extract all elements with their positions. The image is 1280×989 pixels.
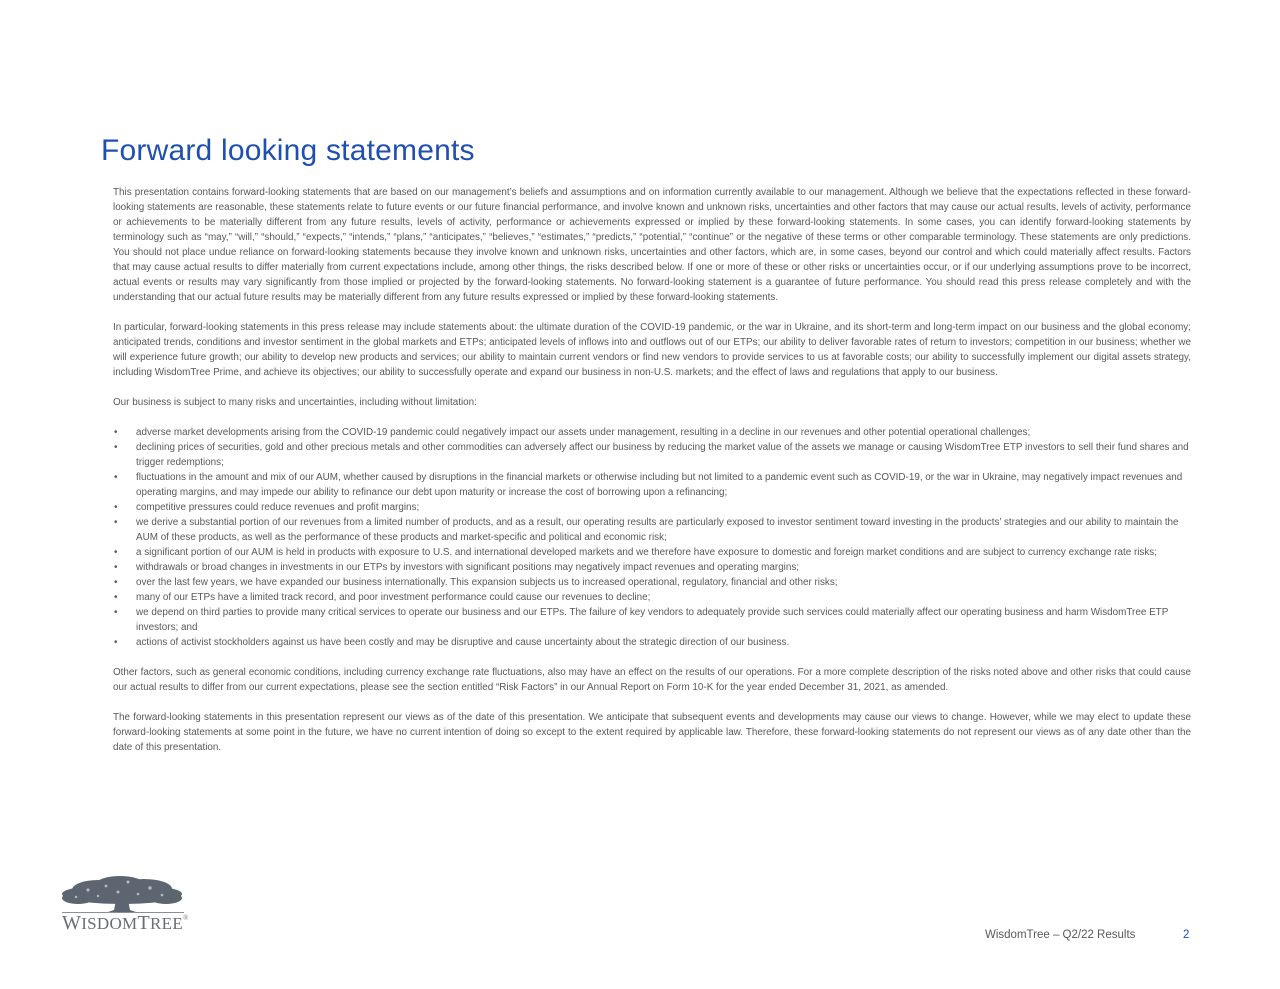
list-item: • declining prices of securities, gold and other precious metals and other commodities can adversely affect our business by reducing the market value of the assets we manage or causing WisdomTree ETP investors to sell their fund shares and trigger redemptions;: [114, 442, 1189, 468]
list-item: • a significant portion of our AUM is held in products with exposure to U.S. and international developed markets and we therefore have exposure to domestic and foreign market conditions and are subject to currency exchange rate risks;: [114, 547, 1157, 558]
bullet-icon: •: [114, 607, 118, 618]
intro-paragraph: This presentation contains forward-looking statements that are based on our management’s beliefs and assumptions and on information currently available to our management. Although we believe that the expectations reflected in these forward-looking statements are reasonable, these statements relate to future events or our future financial performance, and involve known and unknown risks, uncertainties and other factors that may cause our actual results, levels of activity, performance or achievements to be materially different from any future results, levels of activity, performance or achievements expressed or implied by these forward-looking statements. In some cases, you can identify forward-looking statements by terminology such as “may,” “will,” “should,” “expects,” “intends,” “plans,” “anticipates,” “believes,” “estimates,” “predicts,” “potential,” “continue” or the negative of these terms or other comparable terminology. These statements are only predictions. You should not place undue reliance on forward-looking statements because they involve known and unknown risks, uncertainties and other factors, which are, in some cases, beyond our control and which could materially affect results. Factors that may cause actual results to differ materially from current expectations include, among other things, the risks described below. If one or more of these or other risks or uncertainties occur, or if our underlying assumptions prove to be incorrect, actual events or results may vary significantly from those implied or projected by the forward-looking statements. No forward-looking statement is a guarantee of future performance. You should read this press release completely and with the understanding that our actual future results may be materially different from any future results expressed or implied by these forward-looking statements.: [113, 187, 1191, 303]
bullet-icon: •: [114, 547, 118, 558]
list-item: • adverse market developments arising from the COVID-19 pandemic could negatively impact our assets under management, resulting in a decline in our revenues and other potential operational challenges;: [114, 427, 1031, 438]
bullet-icon: •: [114, 517, 118, 528]
bullet-icon: •: [114, 442, 118, 453]
views-paragraph: The forward-looking statements in this presentation represent our views as of the date of this presentation. We anticipate that subsequent events and developments may cause our views to change. However, while we may elect to update these forward-looking statements at some point in the future, we have no current intention of doing so except to the extent required by applicable law. Therefore, these forward-looking statements do not represent our views as of any date other than the date of this presentation.: [113, 712, 1191, 753]
risk-list: [113, 425, 1191, 650]
risks-intro: Our business is subject to many risks and uncertainties, including without limitation:: [113, 397, 477, 408]
list-item: • many of our ETPs have a limited track record, and poor investment performance could cause our revenues to decline;: [114, 592, 651, 603]
bullet-icon: •: [114, 427, 118, 438]
bullet-icon: •: [114, 577, 118, 588]
list-item: • withdrawals or broad changes in investments in our ETPs by investors with significant positions may negatively impact revenues and operating margins;: [114, 562, 800, 573]
other-factors-paragraph: Other factors, such as general economic conditions, including currency exchange rate fluctuations, also may have an effect on the results of our operations. For a more complete description of the risks noted above and other risks that could cause our actual results to differ from our current expectations, please see the section entitled “Risk Factors” in our Annual Report on Form 10-K for the year ended December 31, 2021, as amended.: [113, 667, 1191, 693]
list-item: • we derive a substantial portion of our revenues from a limited number of products, and as a result, our operating results are particularly exposed to investor sentiment toward investing in the products’ strategies and our ability to maintain the AUM of these products, as well as the performance of these products and market-specific and political and economic risk;: [114, 517, 1179, 543]
list-item: • competitive pressures could reduce revenues and profit margins;: [114, 502, 420, 513]
bullet-icon: •: [114, 472, 118, 483]
slide-title: Forward looking statements: [101, 134, 475, 167]
bullet-icon: •: [114, 562, 118, 573]
list-item: • we depend on third parties to provide many critical services to operate our business and our ETPs. The failure of key vendors to adequately provide such services could materially affect our operating business and harm WisdomTree ETP investors; and: [114, 607, 1169, 633]
particular-paragraph: In particular, forward-looking statements in this press release may include statements about: the ultimate duration of the COVID-19 pandemic, or the war in Ukraine, and its short-term and long-term impact on our business and the global economy; anticipated trends, conditions and investor sentiment in the global markets and ETPs; anticipated levels of inflows into and outflows out of our ETPs; our ability to deliver favorable rates of return to investors; competition in our business; whether we will experience future growth; our ability to develop new products and services; our ability to maintain current vendors or find new vendors to provide services to us at favorable costs; our ability to successfully implement our digital assets strategy, including WisdomTree Prime, and achieve its objectives; our ability to successfully operate and expand our business in non-U.S. markets; and the effect of laws and regulations that apply to our business.: [113, 322, 1191, 378]
page-number: 2: [1183, 929, 1190, 941]
bullet-icon: •: [114, 502, 118, 513]
list-item: • fluctuations in the amount and mix of our AUM, whether caused by disruptions in the financial markets or otherwise including but not limited to a pandemic event such as COVID-19, or the war in Ukraine, may negatively impact revenues and operating margins, and may impede our ability to refinance our debt upon maturity or increase the cost of borrowing upon a refinancing;: [114, 472, 1183, 498]
list-item: • over the last few years, we have expanded our business internationally. This expansion subjects us to increased operational, regulatory, financial and other risks;: [114, 577, 838, 588]
list-item: • actions of activist stockholders against us have been costly and may be disruptive and cause uncertainty about the strategic direction of our business.: [114, 637, 790, 648]
footer-label: WisdomTree – Q2/22 Results: [985, 929, 1136, 941]
bullet-icon: •: [114, 637, 118, 648]
bullet-icon: •: [114, 592, 118, 603]
disclaimer-body: [113, 185, 1191, 770]
wisdomtree-logo: WISDOMTREE®: [62, 912, 189, 934]
